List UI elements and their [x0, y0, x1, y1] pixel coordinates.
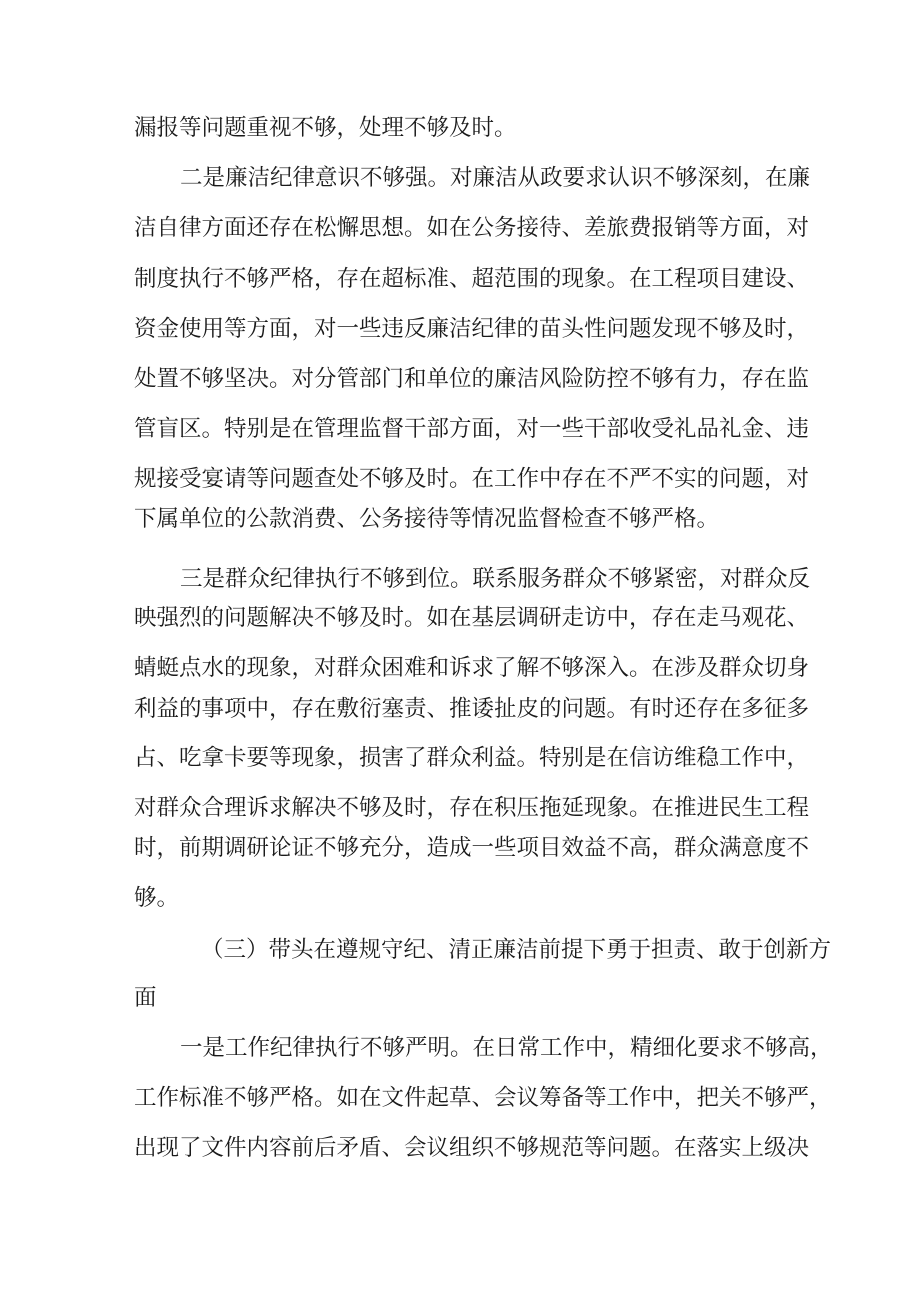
body-line: 出现了文件内容前后矛盾、会议组织不够规范等问题。在落实上级决	[134, 1135, 810, 1161]
body-line: 下属单位的公款消费、公务接待等情况监督检查不够严格。	[134, 506, 720, 532]
body-line: 工作标准不够严格。如在文件起草、会议筹备等工作中，把关不够严，	[134, 1085, 832, 1111]
paragraph-start-line: 三是群众纪律执行不够到位。联系服务群众不够紧密，对群众反	[180, 566, 811, 592]
body-line: 规接受宴请等问题查处不够及时。在工作中存在不严不实的问题，对	[134, 466, 810, 492]
body-line: 处置不够坚决。对分管部门和单位的廉洁风险防控不够有力，存在监	[134, 366, 810, 392]
body-line: 资金使用等方面，对一些违反廉洁纪律的苗头性问题发现不够及时，	[134, 316, 810, 342]
body-line: 漏报等问题重视不够，处理不够及时。	[134, 115, 517, 141]
body-line: 制度执行不够严格，存在超标准、超范围的现象。在工程项目建设、	[134, 266, 810, 292]
body-line: 占、吃拿卡要等现象，损害了群众利益。特别是在信访维稳工作中，	[134, 745, 810, 771]
paragraph-start-line: 一是工作纪律执行不够严明。在日常工作中，精细化要求不够高，	[180, 1035, 833, 1061]
body-line: 够。	[134, 885, 180, 911]
body-line: 利益的事项中，存在敷衍塞责、推诿扯皮的问题。有时还存在多征多	[134, 696, 810, 722]
section-heading-line: （三）带头在遵规守纪、清正廉洁前提下勇于担责、敢于创新方	[201, 937, 832, 963]
body-line: 对群众合理诉求解决不够及时，存在积压拖延现象。在推进民生工程	[134, 795, 810, 821]
body-line: 时，前期调研论证不够充分，造成一些项目效益不高，群众满意度不	[134, 835, 810, 861]
body-line: 洁自律方面还存在松懈思想。如在公务接待、差旅费报销等方面，对	[134, 215, 810, 241]
body-line: 蜻蜓点水的现象，对群众困难和诉求了解不够深入。在涉及群众切身	[134, 655, 810, 681]
body-line: 映强烈的问题解决不够及时。如在基层调研走访中，存在走马观花、	[134, 605, 810, 631]
section-heading-line: 面	[134, 985, 157, 1011]
body-line: 管盲区。特别是在管理监督干部方面，对一些干部收受礼品礼金、违	[134, 416, 810, 442]
paragraph-start-line: 二是廉洁纪律意识不够强。对廉洁从政要求认识不够深刻，在廉	[180, 165, 811, 191]
